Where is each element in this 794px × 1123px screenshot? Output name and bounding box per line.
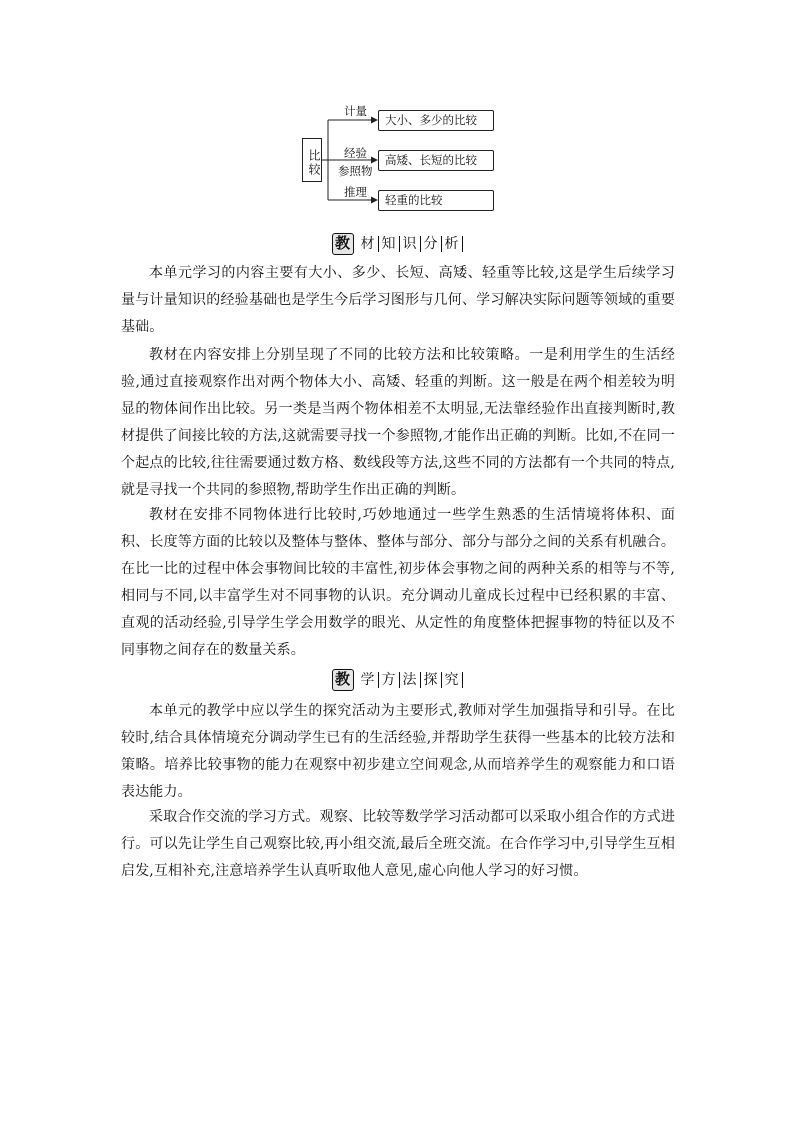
comparison-diagram: [298, 100, 508, 218]
section-heading-material-analysis: [0, 231, 794, 257]
heading-char: 知: [379, 236, 400, 252]
paragraph: 本单元的教学中应以学生的探究活动为主要形式,教师对学生加强指导和引导。在比较时,结合具体情境充分调动学生已有的生活经验,并帮助学生获得一些基本的比较方法和策略。培养比较事物的能力在观察中初步建立空间观念,从而培养学生的观察能力和口语表达能力。: [121, 703, 675, 800]
leaf-weight: 轻重的比较: [378, 190, 494, 211]
heading-char: 学: [358, 672, 379, 688]
section-badge: 教: [332, 233, 354, 255]
leaf-size-quantity: 大小、多少的比较: [378, 110, 494, 131]
paragraph: 采取合作交流的学习方式。观察、比较等数学学习活动都可以采取小组合作的方式进行。可以先让学生自己观察比较,再小组交流,最后全班交流。在合作学习中,引导学生互相启发,互相补充,注意培养学生认真听取他人意见,虚心向他人学习的好习惯。: [121, 809, 675, 879]
leaf-height-length: 高矮、长短的比较: [378, 150, 494, 171]
heading-char: 方: [379, 672, 400, 688]
paragraph: 教材在安排不同物体进行比较时,巧妙地通过一些学生熟悉的生活情境将体积、面积、长度等方面的比较以及整体与整体、整体与部分、部分与部分之间的关系有机融合。在比一比的过程中体会事物间比较的丰富性,初步体会事物之间的两种关系的相等与不等,相同与不同,以丰富学生对不同事物的认识。充分调动儿童成长过程中已经积累的丰富、直观的活动经验,引导学生学会用数学的眼光、从定性的角度整体把握事物的特征以及不同事物之间存在的数量关系。: [121, 507, 675, 658]
section-heading-teaching-methods: [0, 667, 794, 693]
diagram-root: 比较: [302, 138, 322, 182]
branch-label-measure: 计量: [344, 104, 367, 118]
heading-char: 分: [421, 236, 442, 252]
heading-char: 析: [442, 236, 463, 252]
heading-char: 探: [421, 672, 442, 688]
heading-char: 识: [400, 236, 421, 252]
branch-label-reference: 参照物: [338, 164, 373, 178]
heading-char: 法: [400, 672, 421, 688]
paragraph: 本单元学习的内容主要有大小、多少、长短、高矮、轻重等比较,这是学生后续学习量与计量知识的经验基础也是学生今后学习图形与几何、学习解决实际问题等领域的重要基础。: [121, 265, 675, 335]
heading-char: 材: [358, 236, 379, 252]
heading-char: 究: [442, 672, 463, 688]
section-badge: 教: [332, 669, 354, 691]
paragraph: 教材在内容安排上分别呈现了不同的比较方法和比较策略。一是利用学生的生活经验,通过直接观察作出对两个物体大小、高矮、轻重的判断。这一般是在两个相差较为明显的物体间作出比较。另一类是当两个物体相差不太明显,无法靠经验作出直接判断时,教材提供了间接比较的方法,这就需要寻找一个参照物,才能作出正确的判断。比如,不在同一个起点的比较,往往需要通过数方格、数线段等方法,这些不同的方法都有一个共同的特点,就是寻找一个共同的参照物,帮助学生作出正确的判断。: [121, 347, 675, 498]
branch-label-experience: 经验: [344, 146, 367, 160]
branch-label-reasoning: 推理: [344, 185, 367, 199]
